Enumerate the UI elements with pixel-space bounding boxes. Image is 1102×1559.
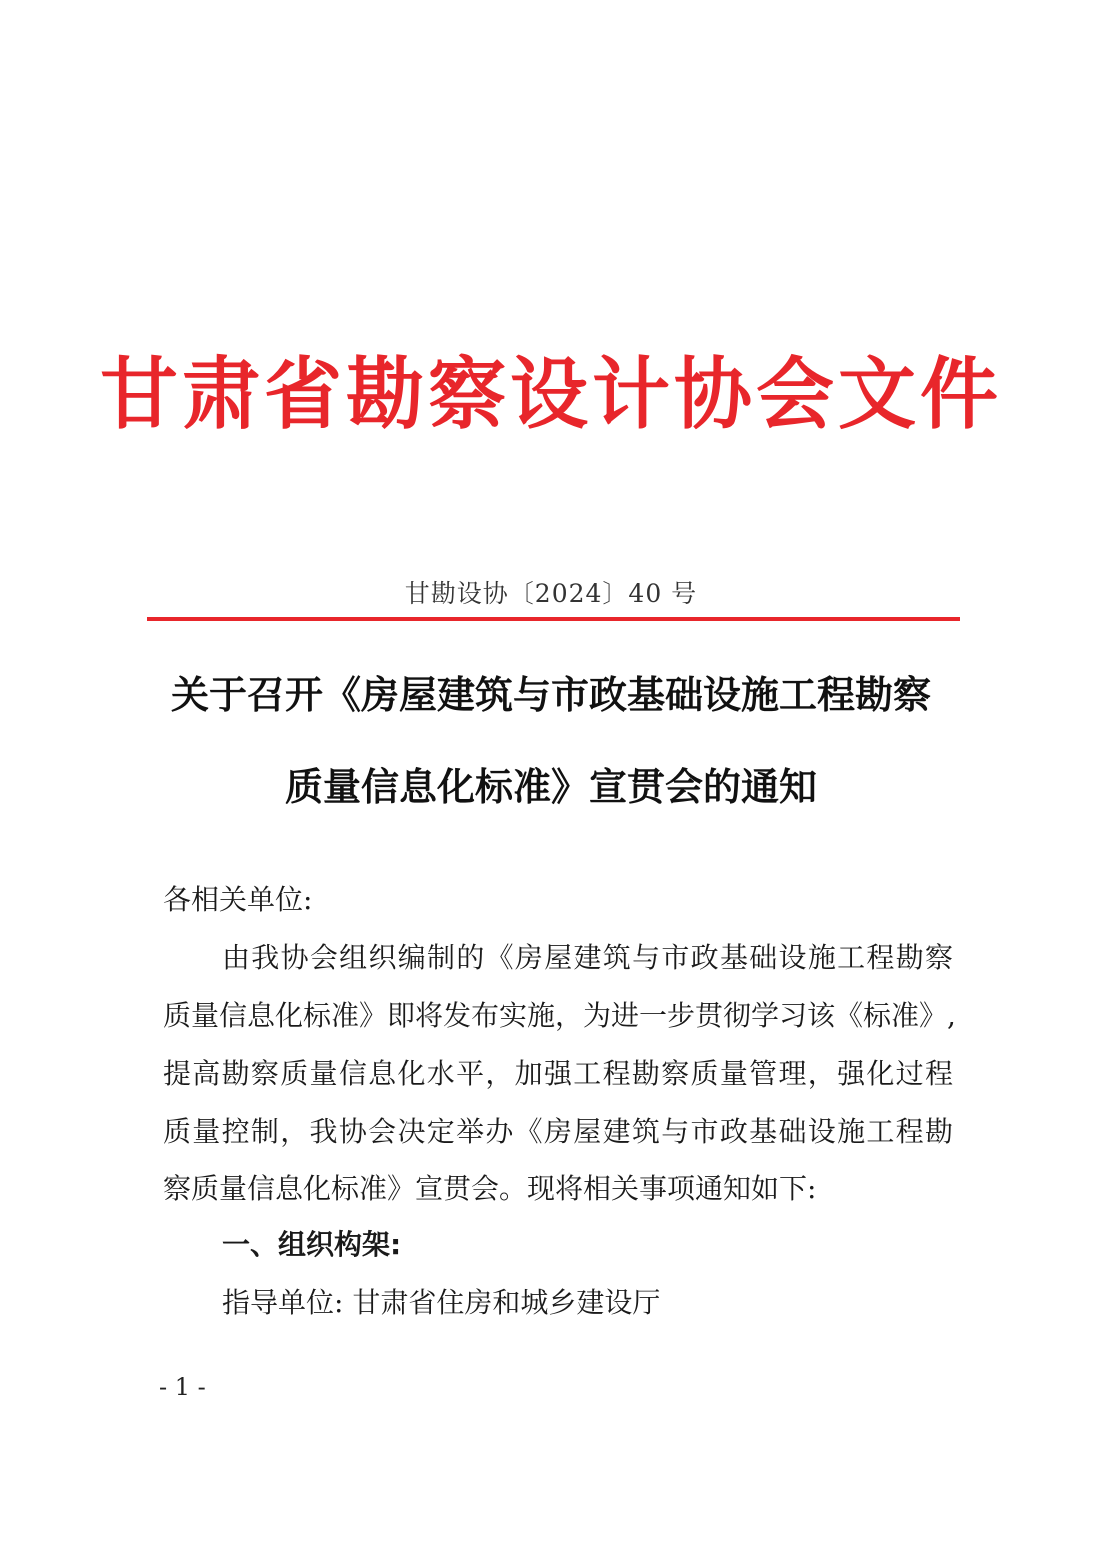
guiding-unit-line: 指导单位: 甘肃省住房和城乡建设厅 — [222, 1286, 661, 1319]
paragraph-line-1: 由我协会组织编制的《房屋建筑与市政基础设施工程勘察 — [222, 941, 953, 974]
paragraph-line-3: 提高勘察质量信息化水平，加强工程勘察质量管理，强化过程 — [163, 1057, 953, 1090]
paragraph-line-5: 察质量信息化标准》宣贯会。现将相关事项通知如下: — [163, 1172, 817, 1205]
section-heading-organization: 一、组织构架: — [222, 1228, 402, 1261]
page-number: - 1 - — [159, 1373, 206, 1401]
document-number: 甘勘设协〔2024〕40 号 — [404, 579, 698, 608]
red-divider-line — [147, 617, 960, 621]
salutation: 各相关单位: — [163, 883, 313, 916]
notice-title-line-1: 关于召开《房屋建筑与市政基础设施工程勘察 — [170, 673, 931, 717]
paragraph-line-2: 质量信息化标准》即将发布实施，为进一步贯彻学习该《标准》, — [163, 999, 956, 1032]
paragraph-line-4: 质量控制，我协会决定举办《房屋建筑与市政基础设施工程勘 — [163, 1115, 953, 1148]
notice-title-line-2: 质量信息化标准》宣贯会的通知 — [284, 765, 817, 809]
document-header-title: 甘肃省勘察设计协会文件 — [99, 350, 1002, 440]
